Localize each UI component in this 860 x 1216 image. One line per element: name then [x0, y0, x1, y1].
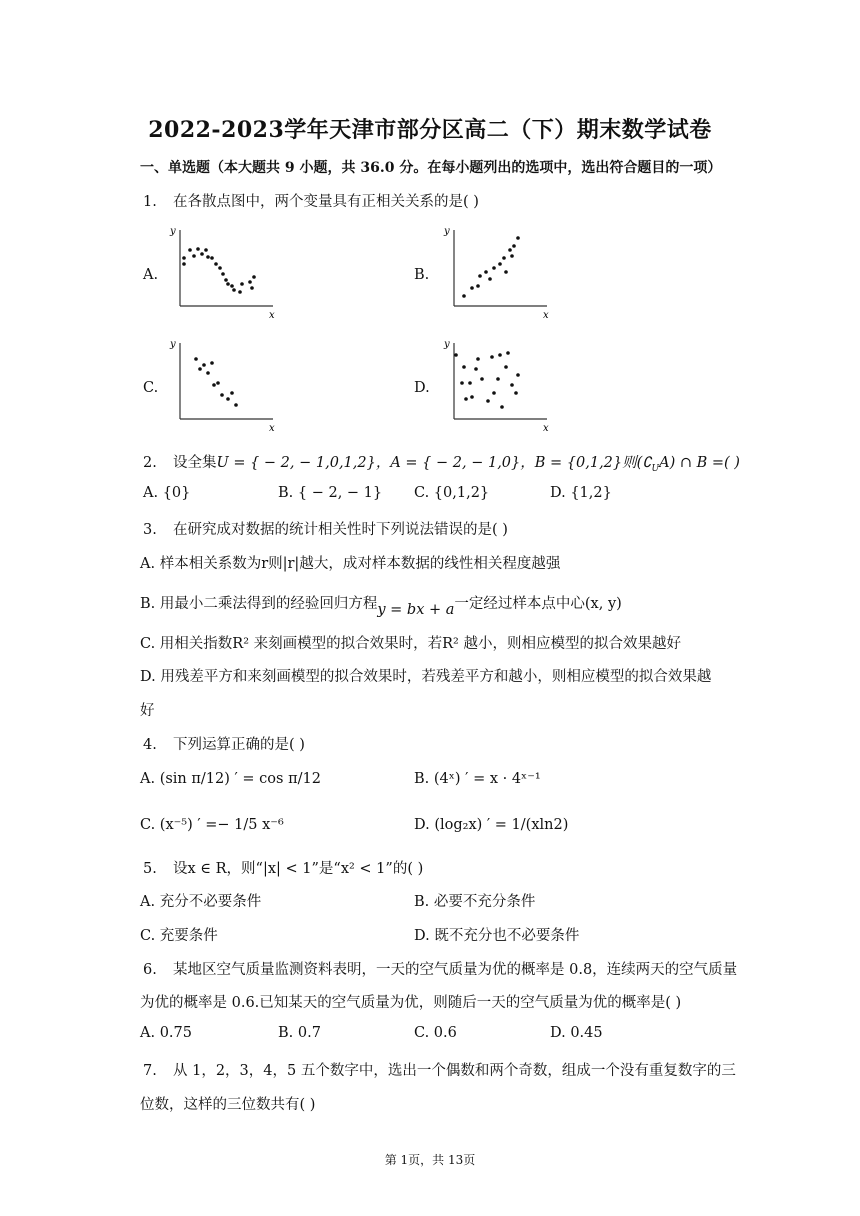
scatter-plot-b	[442, 224, 552, 319]
y-axis-label: y	[444, 339, 450, 350]
question-6-cont: 为优的概率是 0.6.已知某天的空气质量为优，则随后一天的空气质量为优的概率是( )	[140, 995, 682, 1011]
question-text-sub: U	[651, 463, 660, 474]
question-text-end: A) ∩ B =( )	[659, 455, 740, 471]
question-text: 在研究成对数据的统计相关性时下列说法错误的是( )	[173, 522, 508, 538]
q6-option-c: C. 0.6	[414, 1025, 457, 1041]
question-5	[143, 857, 423, 878]
question-3	[143, 518, 508, 539]
option-c-label: C.	[143, 380, 159, 396]
y-axis-label: y	[444, 226, 450, 237]
q5-option-b: B. 必要不充分条件	[414, 894, 536, 910]
q3-option-d: D. 用残差平方和来刻画模型的拟合效果时，若残差平方和越小，则相应模型的拟合效果越	[140, 669, 712, 685]
q6-option-a: A. 0.75	[140, 1025, 192, 1041]
option-d-label: D.	[414, 380, 430, 396]
question-text: 设x ∈ R，则“|x| < 1”是“x² < 1”的( )	[173, 861, 424, 877]
exam-title: 2022-2023学年天津市部分区高二（下）期末数学试卷	[148, 117, 712, 143]
q3-option-b-text: B. 用最小二乘法得到的经验回归方程	[140, 596, 378, 612]
question-number: 4.	[143, 737, 157, 753]
points	[462, 236, 520, 298]
q3-option-a: A. 样本相关系数为r则|r|越大，成对样本数据的线性相关程度越强	[140, 556, 561, 572]
q4-option-a: A. (sin π/12) ′ = cos π/12	[140, 771, 321, 787]
y-axis-label: y	[170, 226, 176, 237]
question-7	[143, 1059, 736, 1080]
points	[194, 357, 238, 407]
page-footer: 第 1页，共 13页	[384, 1153, 476, 1167]
q6-option-d: D. 0.45	[550, 1025, 603, 1041]
q5-option-d: D. 既不充分也不必要条件	[414, 928, 580, 944]
y-axis-label: y	[170, 339, 176, 350]
q2-option-a: A. {0}	[143, 485, 191, 501]
regression-equation: y = bx + a	[377, 602, 455, 618]
q4-option-c: C. (x⁻⁵) ′ =− 1/5 x⁻⁶	[140, 817, 284, 833]
q2-option-b: B. { − 2, − 1}	[278, 485, 383, 501]
q2-option-d: D. {1,2}	[550, 485, 612, 501]
question-number: 7.	[143, 1063, 157, 1079]
question-number: 2.	[143, 455, 157, 471]
question-text-math: U = { − 2, − 1,0,1,2}，A = { − 2, − 1,0}，B = {0,1,2}则(∁	[216, 455, 652, 471]
x-axis-label: x	[269, 310, 275, 321]
question-text: 在各散点图中，两个变量具有正相关关系的是( )	[173, 194, 479, 210]
option-a-label: A.	[143, 267, 159, 283]
scatter-plot-c	[168, 337, 278, 432]
q4-option-b: B. (4ˣ) ′ = x · 4ˣ⁻¹	[414, 771, 541, 787]
option-b-label: B.	[414, 267, 430, 283]
question-2	[143, 451, 740, 474]
question-number: 6.	[143, 962, 157, 978]
q6-option-b: B. 0.7	[278, 1025, 321, 1041]
question-text: 从 1，2，3，4，5 五个数字中，选出一个偶数和两个奇数，组成一个没有重复数字的三	[173, 1063, 736, 1079]
q2-option-c: C. {0,1,2}	[414, 485, 490, 501]
section-heading: 一、单选题（本大题共 9 小题，共 36.0 分。在每小题列出的选项中，选出符合题目的一项）	[140, 160, 722, 176]
question-1	[143, 190, 479, 211]
q3-option-d-cont: 好	[140, 703, 155, 719]
x-axis-label: x	[543, 423, 549, 434]
question-text: 下列运算正确的是( )	[173, 737, 305, 753]
question-text-prefix: 设全集	[173, 455, 217, 471]
question-number: 5.	[143, 861, 157, 877]
question-text: 某地区空气质量监测资料表明，一天的空气质量为优的概率是 0.8，连续两天的空气质量	[173, 962, 738, 978]
q5-option-c: C. 充要条件	[140, 928, 218, 944]
q3-option-b	[140, 592, 622, 618]
question-4	[143, 733, 305, 754]
q5-option-a: A. 充分不必要条件	[140, 894, 262, 910]
points	[182, 247, 256, 294]
question-7-cont: 位数，这样的三位数共有( )	[140, 1097, 316, 1113]
question-number: 1.	[143, 194, 157, 210]
scatter-plot-d	[442, 337, 552, 432]
q3-option-b-end: 一定经过样本点中心(x, y)	[454, 596, 622, 612]
question-6	[143, 958, 737, 979]
question-number: 3.	[143, 522, 157, 538]
x-axis-label: x	[269, 423, 275, 434]
x-axis-label: x	[543, 310, 549, 321]
q3-option-c: C. 用相关指数R² 来刻画模型的拟合效果时，若R² 越小，则相应模型的拟合效果越好	[140, 636, 681, 652]
q4-option-d: D. (log₂x) ′ = 1/(xln2)	[414, 817, 569, 833]
scatter-plot-a	[168, 224, 278, 319]
points	[454, 351, 520, 409]
